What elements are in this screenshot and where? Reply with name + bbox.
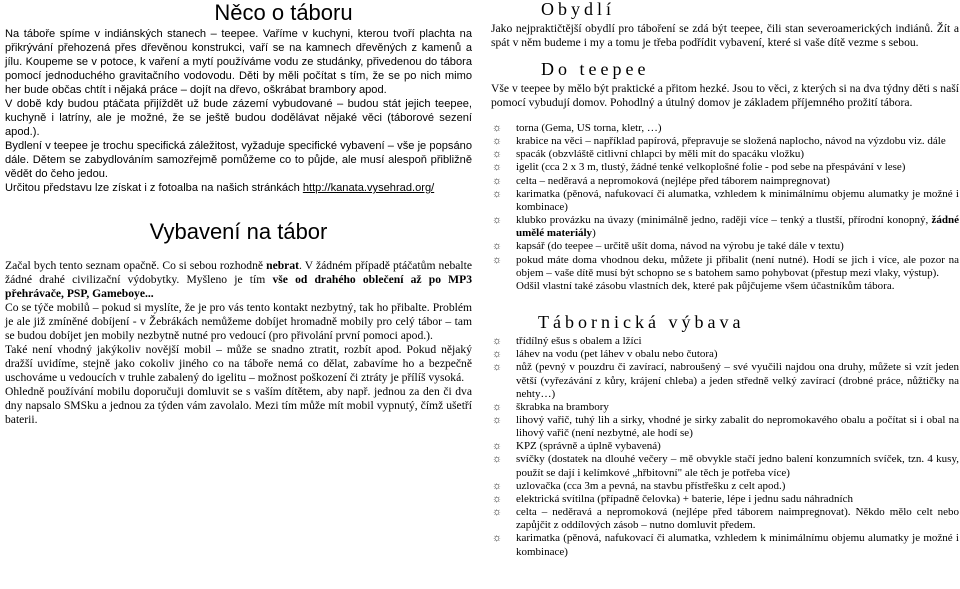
item-text: igelit (cca 2 x 3 m, tlustý, žádné tenké velkoplošné folie - pod sebe na přespávání v lese) [516, 161, 906, 174]
equip-text-b: nebrat [266, 259, 299, 272]
list-item [491, 254, 959, 280]
sun-bullet-icon: ☼ [492, 453, 503, 466]
list-item [491, 401, 959, 414]
list-item [491, 335, 959, 348]
sun-bullet-icon: ☼ [492, 135, 503, 148]
equip-text-c: . V žádném případě ptáčatům nebalte žádné drahé civilizační výdobytky. Myšleno je tím [5, 259, 473, 286]
list-item [491, 414, 959, 440]
photo-text: Určitou představu lze získat i z fotoalba na našich stránkách [5, 182, 303, 194]
camping-gear-title: Tábornická výbava [538, 312, 745, 333]
sun-bullet-icon: ☼ [492, 240, 503, 253]
item-emphasis: žádné umělé materiály [516, 214, 959, 240]
list-item [491, 161, 959, 174]
photo-paragraph [5, 181, 472, 195]
teepee-title: Do teepee [541, 59, 650, 79]
page-title: Něco o táboru [214, 0, 353, 25]
list-item [491, 348, 959, 361]
list-item [491, 240, 959, 253]
teepee-list [491, 122, 959, 280]
item-text: spacák (obzvláště citlivní chlapci by měli mít do spacáku vložku) [516, 148, 805, 161]
item-text: elektrická svítilna (případně čelovka) + baterie, lépe i jednu sadu náhradních [516, 492, 853, 505]
mobile-risk-paragraph: Také není vhodný jakýkoliv novější mobil – může se snadno ztratit, rozbít apod. Pokud nějaký dražší uvidíme, stejně jako cokoliv jiného co na táboře nemá co dělat, zabavíme ho a bezpečně uschováme u vedoucích v truhle zabalený do igelitu – možnost poškození či ztráty je přílíš vysoká. [5, 343, 472, 384]
sun-bullet-icon: ☼ [492, 174, 503, 187]
sun-bullet-icon: ☼ [492, 492, 503, 505]
equipment-title: Vybavení na tábor [149, 219, 328, 244]
item-text: láhev na vodu (pet láhev v obalu nebo čutora) [516, 348, 718, 361]
teepee-paragraph: Bydlení v teepee je trochu specifická záležitost, vyžaduje specifické vybavení – vše je popsáno dále. Dětem se zabydlováním samozřejmě pomůžeme co to půjde, ale musí alespoň přibližně vědět do čeho jedou. [5, 140, 472, 180]
list-item [491, 361, 959, 400]
item-text: celta – neděravá a nepromoková (nejlépe před táborem naimpregnovat). Někdo mělo celt nebo zapůjčit z oddílových zásob – nutno domluvit předem. [516, 506, 959, 532]
item-text: celta – neděravá a nepromoková (nejlépe před táborem naimpregnovat) [516, 174, 830, 187]
list-item [491, 453, 959, 479]
item-text: torna (Gema, US torna, kletr, …) [516, 122, 662, 134]
equip-text-d: vše od drahého oblečení až po MP3 přehrávače, PSP, Gameboye... [5, 273, 472, 300]
teepee-note: Odšil vlastní také zásobu vlastních dek, které pak půjčujeme všem účastníkům tábora. [516, 279, 895, 292]
item-text: nůž (pevný v pouzdru či zavírací, nabroušený – své vyučili najdou ona druhy, můžete si vzít jeden větší (vyřezávání z kůry, krájení chleba) a jeden středně velký zavírací (drobné práce, nůžtičky na nehty…) [516, 361, 959, 400]
list-item [491, 532, 959, 558]
sun-bullet-icon: ☼ [492, 187, 503, 200]
sun-bullet-icon: ☼ [492, 161, 503, 174]
dwelling-title: Obydlí [541, 0, 616, 19]
dwelling-text: Jako nejpraktičtější obydlí pro táboření se zdá být teepee, čili stan severoamerických indiánů. Žít a spát v něm budeme i my a tomu je třeba podřídit vybavení, které si vaše dítě vezme s sebou. [491, 22, 959, 49]
item-text: krabice na věci – například papírová, přepravuje se složená naplocho, návod na výzdobu viz. dále [516, 135, 946, 148]
item-text: karimatka (pěnová, nafukovací či alumatka, vzhledem k minimálnímu objemu alumatky je možné i kombinace) [516, 187, 959, 213]
sun-bullet-icon: ☼ [492, 335, 503, 348]
list-item [491, 506, 959, 532]
sun-bullet-icon: ☼ [492, 253, 503, 266]
item-text: pokud máte doma vhodnou deku, můžete ji přibalit (není nutné). Hodí se jich i více, ale pozor na objem – vaše dítě musí být schopno se s batohem samo pohybovat (přestup mezi vlaky, výstup). [516, 253, 959, 279]
sun-bullet-icon: ☼ [492, 400, 503, 413]
sun-bullet-icon: ☼ [492, 348, 503, 361]
right-column [491, 0, 959, 559]
sun-bullet-icon: ☼ [492, 413, 503, 426]
sun-bullet-icon: ☼ [492, 506, 503, 519]
list-item [491, 188, 959, 214]
item-text: karimatka (pěnová, nafukovací či alumatka, vzhledem k minimálnímu objemu alumatky je možné i kombinace) [516, 532, 959, 558]
mobile-paragraph: Co se týče mobilů – pokud si myslíte, že je pro vás tento kontakt nezbytný, tak ho přibalte. Problém je ale již zmíněné dobíjení - v Žebrákách nemůžeme dobíjet hromadně mobily pro celý tábor – tam se budou dobíjet jen mobily nezbytně nutné pro vedoucí (pro přivolání první pomoci apod.). [5, 301, 472, 342]
sun-bullet-icon: ☼ [492, 479, 503, 492]
left-column [5, 0, 472, 427]
camping-gear-list [491, 335, 959, 559]
list-item [491, 214, 959, 240]
list-item [491, 122, 959, 135]
equipment-intro [5, 259, 472, 301]
arrival-paragraph: V době kdy budou ptáčata přijíždět už bude zázemí vybudované – budou stát jejich teepee, kuchyně i latríny, ale je možné, že se ještě budou dodělávat nějaké věci (táborové sezení apod.). [5, 98, 472, 138]
list-item [491, 493, 959, 506]
item-text: klubko provázku na úvazy (minimálně jedno, raději více – tenký a tlustší, přírodní konopný, [516, 214, 932, 227]
item-text: svíčky (dostatek na dlouhé večery – mě obvykle stačí jedno balení konzumních svíček, tzn. 4 kusy, použít se dají i kelímkové „hřbitovní" ale těch je potřeba více) [516, 453, 959, 479]
sun-bullet-icon: ☼ [492, 361, 503, 374]
item-text: třídílný ešus s obalem a lžíci [516, 335, 642, 348]
equip-text-a: Začal bych tento seznam opačně. Co si sebou rozhodně [5, 259, 267, 272]
website-link[interactable]: http://kanata.vysehrad.org/ [302, 182, 435, 194]
sun-bullet-icon: ☼ [492, 440, 503, 453]
list-item [491, 148, 959, 161]
list-item [491, 175, 959, 188]
teepee-text: Vše v teepee by mělo být praktické a přitom hezké. Jsou to věci, z kterých si na dva týdny děti s naší pomocí vybudují domov. Pohodlný a útulný domov je základem příjemného prožití tábora. [491, 82, 959, 109]
item-text-end: ) [592, 227, 596, 240]
item-text: KPZ (správně a úplně vybavená) [516, 440, 661, 453]
intro-paragraph: Na táboře spíme v indiánských stanech – teepee. Vaříme v kuchyni, kterou tvoří plachta na přikrývání přehozená přes dřevěnou konstrukci, vaří se na kamnech dřevěných z kamenů a jílu. Koupeme se v potoce, k vaření a mytí používáme vodu ze studánky, přivedenou do tábora pomocí jednoduchého gravitačního vodovodu. Děti by měli počítat s tím, že se po nich mimo her bude občas chtít i nějaká práce – dojít na dřevo, oškrábat brambory apod. [5, 28, 472, 96]
mobile-advice-paragraph: Ohledně používání mobilu doporučuji domluvit se s vaším dítětem, aby např. jednou za den či dva dny napsalo SMSku a jednou za týden vám zavolalo. Mezi tím může mít mobil vypnutý, čímž ušetří baterii. [5, 385, 472, 426]
sun-bullet-icon: ☼ [492, 532, 503, 545]
sun-bullet-icon: ☼ [492, 214, 503, 227]
list-item [491, 135, 959, 148]
item-text: lihový vařič, tuhý lih a sirky, vhodné je sirky zabalit do nepromokavého obalu a počítat si i obal na lihový vařič (není nezbytné, ale hodí se) [516, 413, 959, 440]
sun-bullet-icon: ☼ [492, 148, 503, 161]
item-text: kapsář (do teepee – určitě ušít doma, návod na výrobu je také dále v textu) [516, 240, 844, 253]
list-item [491, 480, 959, 493]
sun-bullet-icon: ☼ [492, 122, 503, 134]
item-text: škrabka na brambory [516, 400, 609, 413]
item-text: uzlovačka (cca 3m a pevná, na stavbu přístřešku z celt apod.) [516, 479, 786, 492]
list-item [491, 440, 959, 453]
